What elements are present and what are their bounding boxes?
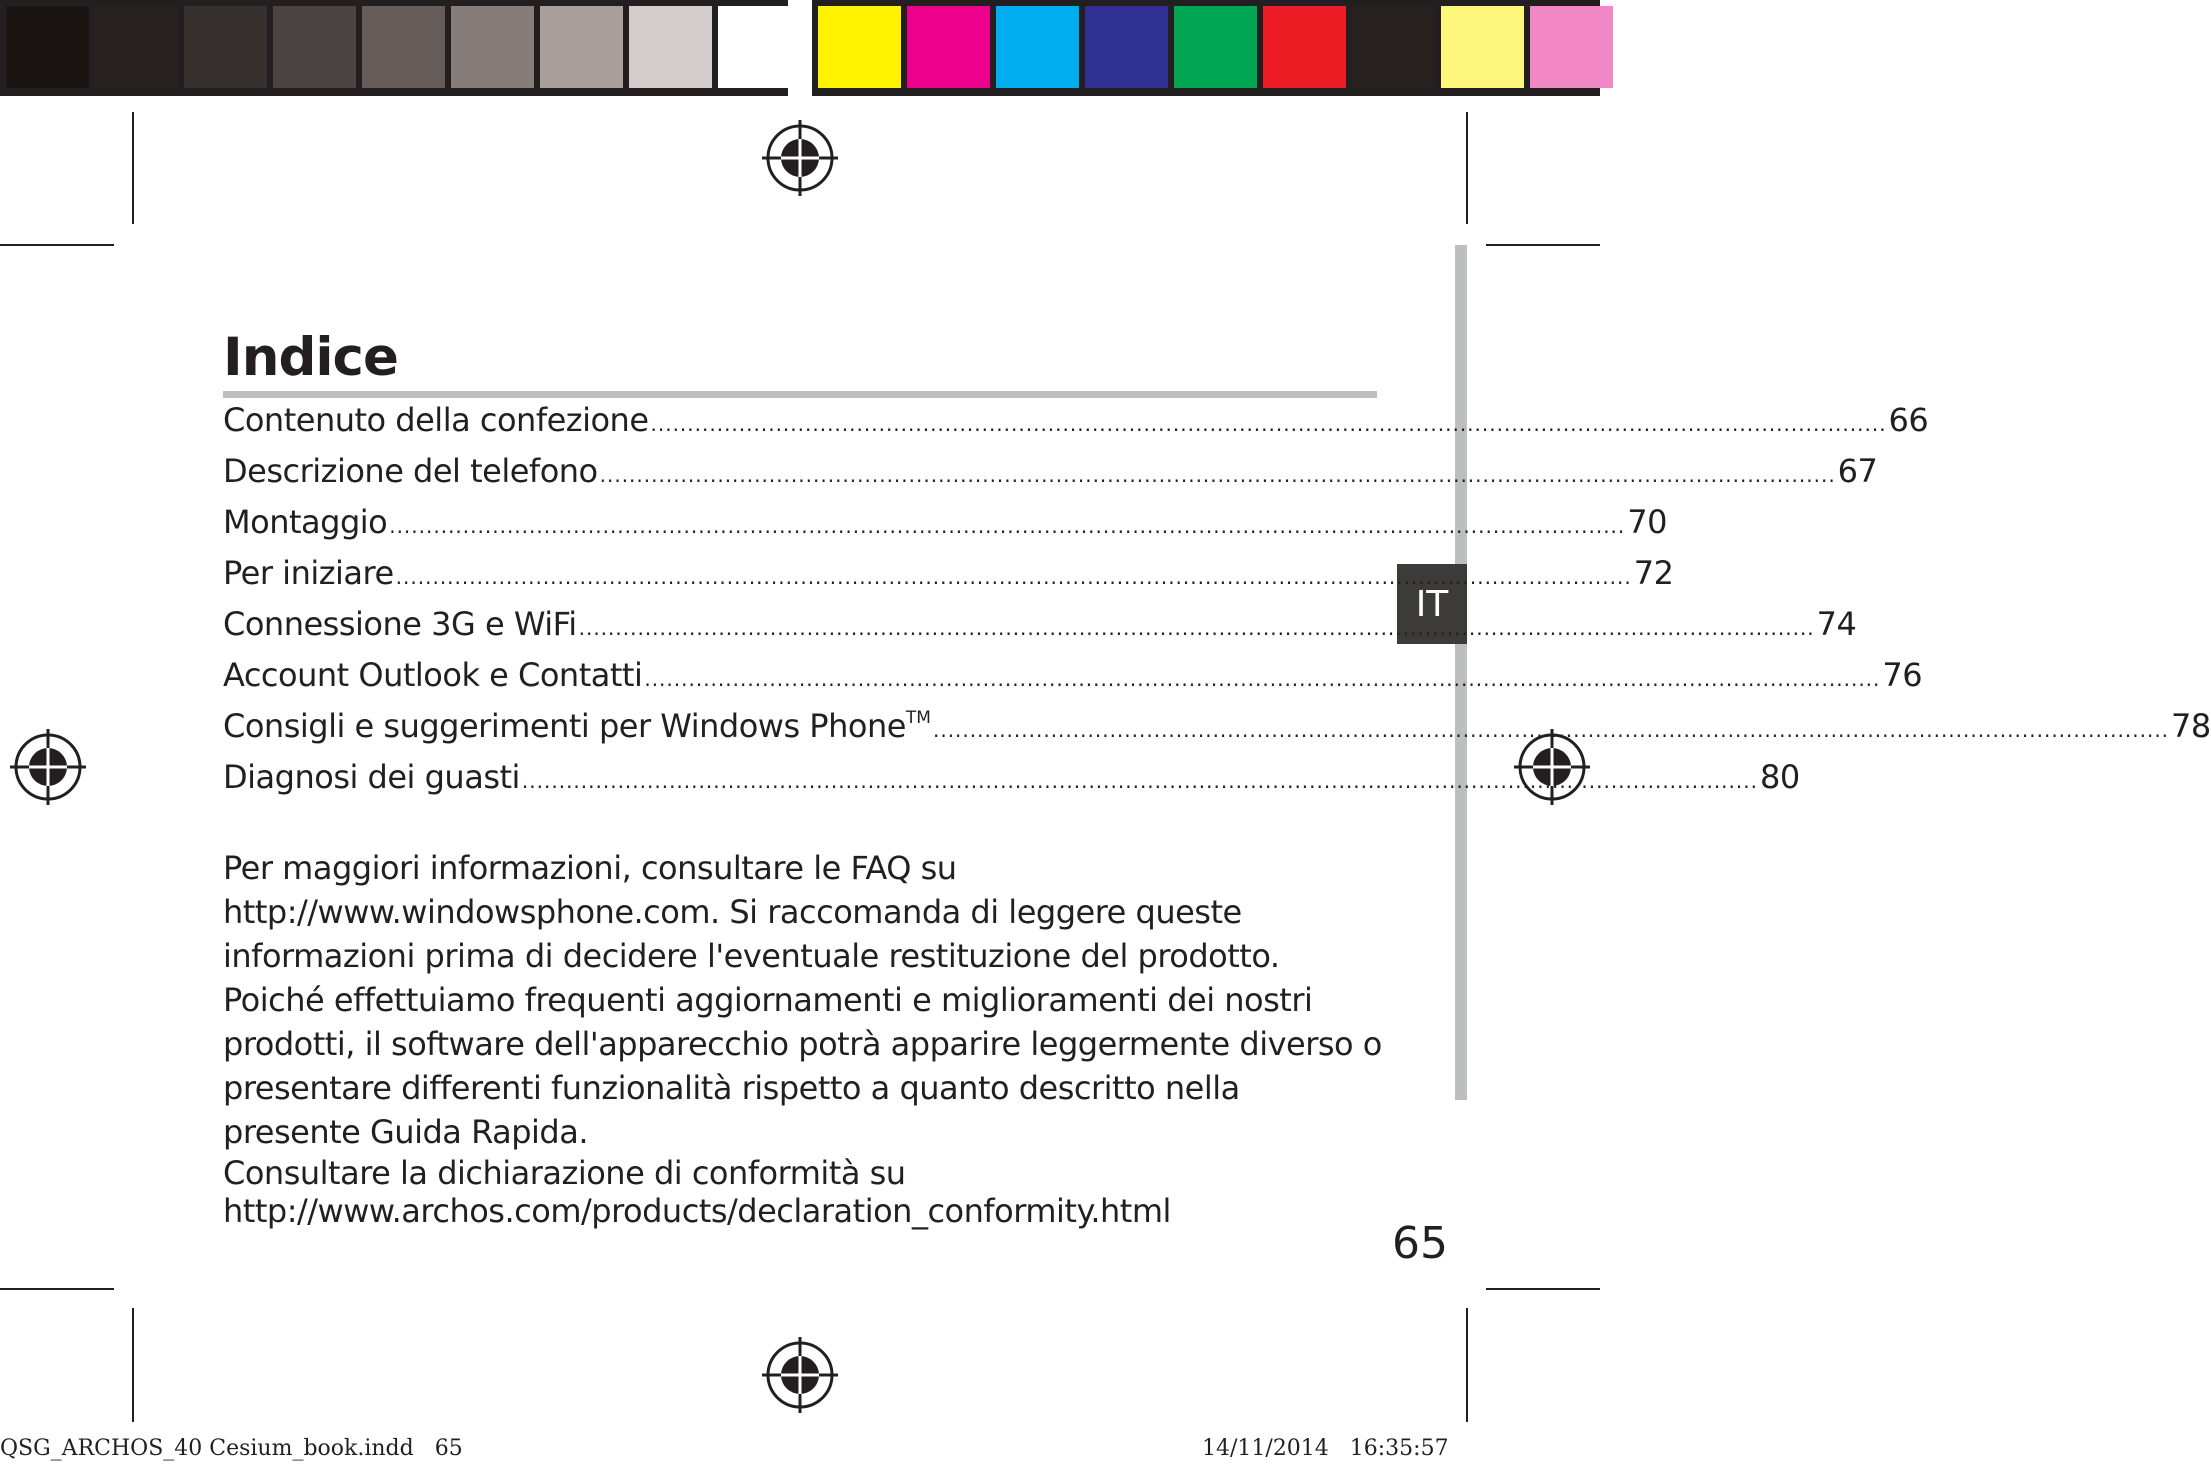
toc-entry-label — [223, 707, 931, 745]
gray-swatch — [540, 6, 623, 88]
toc-entry-label: Descrizione del telefono — [223, 452, 598, 490]
toc-entry-label-text: Consigli e suggerimenti per Windows Phone — [223, 707, 906, 745]
dot-leader: ........................................................................................................................................................................ — [395, 565, 1632, 589]
page-number: 65 — [1392, 1218, 1448, 1269]
toc-entry-label: Account Outlook e Contatti — [223, 656, 643, 694]
gray-swatch — [362, 6, 445, 88]
dot-leader: ........................................................................................................................................................................ — [932, 718, 2170, 742]
toc-entry-page: 67 — [1837, 452, 1878, 490]
crop-mark — [1466, 1308, 1468, 1422]
dot-leader: ........................................................................................................................................................................ — [650, 412, 1887, 436]
crop-mark — [132, 112, 134, 224]
dot-leader: ........................................................................................................................................................................ — [389, 514, 1626, 538]
pink-swatch — [1530, 6, 1613, 88]
red-swatch — [1263, 6, 1346, 88]
title-underline — [223, 391, 1377, 398]
toc-entry-label: Diagnosi dei guasti — [223, 758, 520, 796]
toc-entry-page: 78 — [2171, 707, 2211, 745]
toc-entry[interactable] — [223, 758, 1800, 809]
gray-swatch — [6, 6, 89, 88]
conformity-notice: Consultare la dichiarazione di conformità su http://www.archos.com/products/declaration_conformity.html — [223, 1154, 1171, 1230]
toc-entry-page: 74 — [1816, 605, 1857, 643]
dot-leader: ........................................................................................................................................................................ — [521, 769, 1758, 793]
light-yellow-swatch — [1441, 6, 1524, 88]
toc-entry-label: Montaggio — [223, 503, 388, 541]
slug-date-time: 14/11/2014 16:35:57 — [1202, 1436, 1449, 1461]
gray-swatch — [718, 6, 801, 88]
toc-entry-page: 70 — [1627, 503, 1667, 541]
crop-mark — [1486, 244, 1600, 246]
crop-mark — [0, 244, 114, 246]
yellow-swatch — [818, 6, 901, 88]
toc-entry[interactable] — [223, 452, 1878, 503]
gray-swatch — [629, 6, 712, 88]
grayscale-calibration-bar — [0, 0, 788, 96]
info-paragraph: Per maggiori informazioni, consultare le FAQ su http://www.windowsphone.com. Si raccomanda di leggere queste informazioni prima di decidere l'eventuale restituzione del prodotto. Poiché effettuiamo frequenti aggiornamenti e miglioramenti dei nostri prodotti, il software dell'apparecchio potrà apparire leggermente diverso o presentare differenti funzionalità rispetto a quanto descritto nella presente Guida Rapida. — [223, 849, 1382, 1151]
toc-entry-label: Contenuto della confezione — [223, 401, 649, 439]
dot-leader: ........................................................................................................................................................................ — [578, 616, 1815, 640]
dot-leader: ........................................................................................................................................................................ — [644, 667, 1881, 691]
page-title: Indice — [223, 327, 398, 388]
gray-swatch — [95, 6, 178, 88]
toc-entry-page: 80 — [1759, 758, 1800, 796]
crop-mark — [132, 1308, 134, 1422]
toc-entry-label: Per iniziare — [223, 554, 394, 592]
toc-entry[interactable] — [223, 503, 1667, 554]
crop-mark — [0, 1288, 114, 1290]
toc-entry[interactable] — [223, 707, 2211, 758]
toc-entry[interactable] — [223, 656, 1923, 707]
process-color-calibration-bar — [812, 0, 1600, 96]
toc-entry[interactable] — [223, 401, 1929, 452]
crop-mark — [1466, 112, 1468, 224]
registration-mark-icon — [760, 118, 840, 198]
language-tab: IT — [1397, 564, 1467, 644]
toc-entry-page: 66 — [1888, 401, 1929, 439]
blue-swatch — [1085, 6, 1168, 88]
cyan-swatch — [996, 6, 1079, 88]
registration-mark-icon — [760, 1335, 840, 1415]
gray-swatch — [273, 6, 356, 88]
toc-entry-page: 72 — [1633, 554, 1674, 592]
registration-mark-icon — [8, 727, 88, 807]
magenta-swatch — [907, 6, 990, 88]
crop-mark — [1486, 1288, 1600, 1290]
toc-entry[interactable] — [223, 605, 1857, 656]
toc-entry-label: Connessione 3G e WiFi — [223, 605, 577, 643]
gray-swatch — [451, 6, 534, 88]
black-swatch — [1352, 6, 1435, 88]
slug-filename: QSG_ARCHOS_40 Cesium_book.indd 65 — [0, 1436, 463, 1461]
toc-entry-page: 76 — [1882, 656, 1923, 694]
dot-leader: ........................................................................................................................................................................ — [599, 463, 1836, 487]
green-swatch — [1174, 6, 1257, 88]
trademark-superscript: TM — [905, 708, 931, 728]
gray-swatch — [184, 6, 267, 88]
